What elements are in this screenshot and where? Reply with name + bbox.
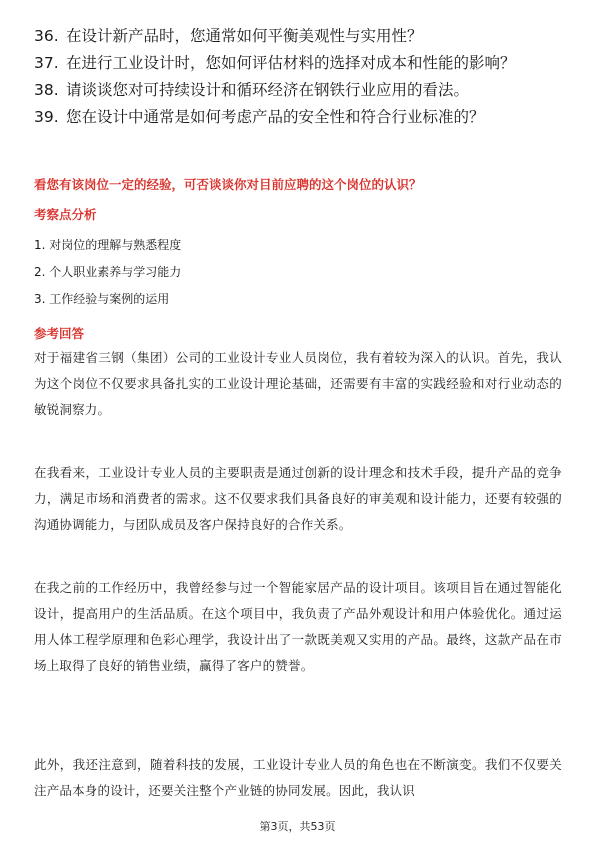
question-item bbox=[34, 24, 564, 49]
analysis-point: 3. 工作经验与案例的运用 bbox=[34, 292, 170, 306]
analysis-point: 2. 个人职业素养与学习能力 bbox=[34, 265, 182, 279]
question-text: 在设计新产品时，您通常如何平衡美观性与实用性？ bbox=[66, 27, 423, 45]
answer-title: 参考回答 bbox=[34, 326, 85, 341]
analysis-title: 考察点分析 bbox=[34, 207, 97, 222]
question-number: 36. bbox=[34, 27, 59, 45]
highlighted-question: 看您有该岗位一定的经验，可否谈谈你对目前应聘的这个岗位的认识？ bbox=[34, 177, 422, 192]
question-text: 在进行工业设计时，您如何评估材料的选择对成本和性能的影响？ bbox=[66, 54, 516, 72]
question-list bbox=[34, 24, 564, 132]
page-number-footer: 第3页，共53页 bbox=[259, 820, 336, 833]
question-item bbox=[34, 105, 564, 130]
question-item bbox=[34, 51, 564, 76]
question-item bbox=[34, 78, 564, 103]
question-number: 39. bbox=[34, 108, 59, 126]
answer-paragraph: 此外，我还注意到，随着科技的发展，工业设计专业人员的角色也在不断演变。我们不仅要关注产品本身的设计，还要关注整个产业链的协同发展。因此，我认识 bbox=[34, 757, 562, 798]
answer-paragraph: 在我之前的工作经历中，我曾经参与过一个智能家居产品的设计项目。该项目旨在通过智能化设计，提高用户的生活品质。在这个项目中，我负责了产品外观设计和用户体验优化。通过运用人体工程学原理和色彩心理学，我设计出了一款既美观又实用的产品。最终，这款产品在市场上取得了良好的销售业绩，赢得了客户的赞誉。 bbox=[34, 580, 562, 673]
question-text: 您在设计中通常是如何考虑产品的安全性和符合行业标准的？ bbox=[66, 108, 485, 126]
analysis-point: 1. 对岗位的理解与熟悉程度 bbox=[34, 238, 182, 252]
question-text: 请谈谈您对可持续设计和循环经济在钢铁行业应用的看法。 bbox=[66, 81, 470, 99]
answer-paragraph: 对于福建省三钢（集团）公司的工业设计专业人员岗位，我有着较为深入的认识。首先，我认为这个岗位不仅要求具备扎实的工业设计理论基础，还需要有丰富的实践经验和对行业动态的敏锐洞察力。 bbox=[34, 350, 562, 417]
answer-paragraph: 在我看来，工业设计专业人员的主要职责是通过创新的设计理念和技术手段，提升产品的竞争力，满足市场和消费者的需求。这不仅要求我们具备良好的审美观和设计能力，还要有较强的沟通协调能力，与团队成员及客户保持良好的合作关系。 bbox=[34, 465, 562, 532]
question-number: 38. bbox=[34, 81, 59, 99]
question-number: 37. bbox=[34, 54, 59, 72]
